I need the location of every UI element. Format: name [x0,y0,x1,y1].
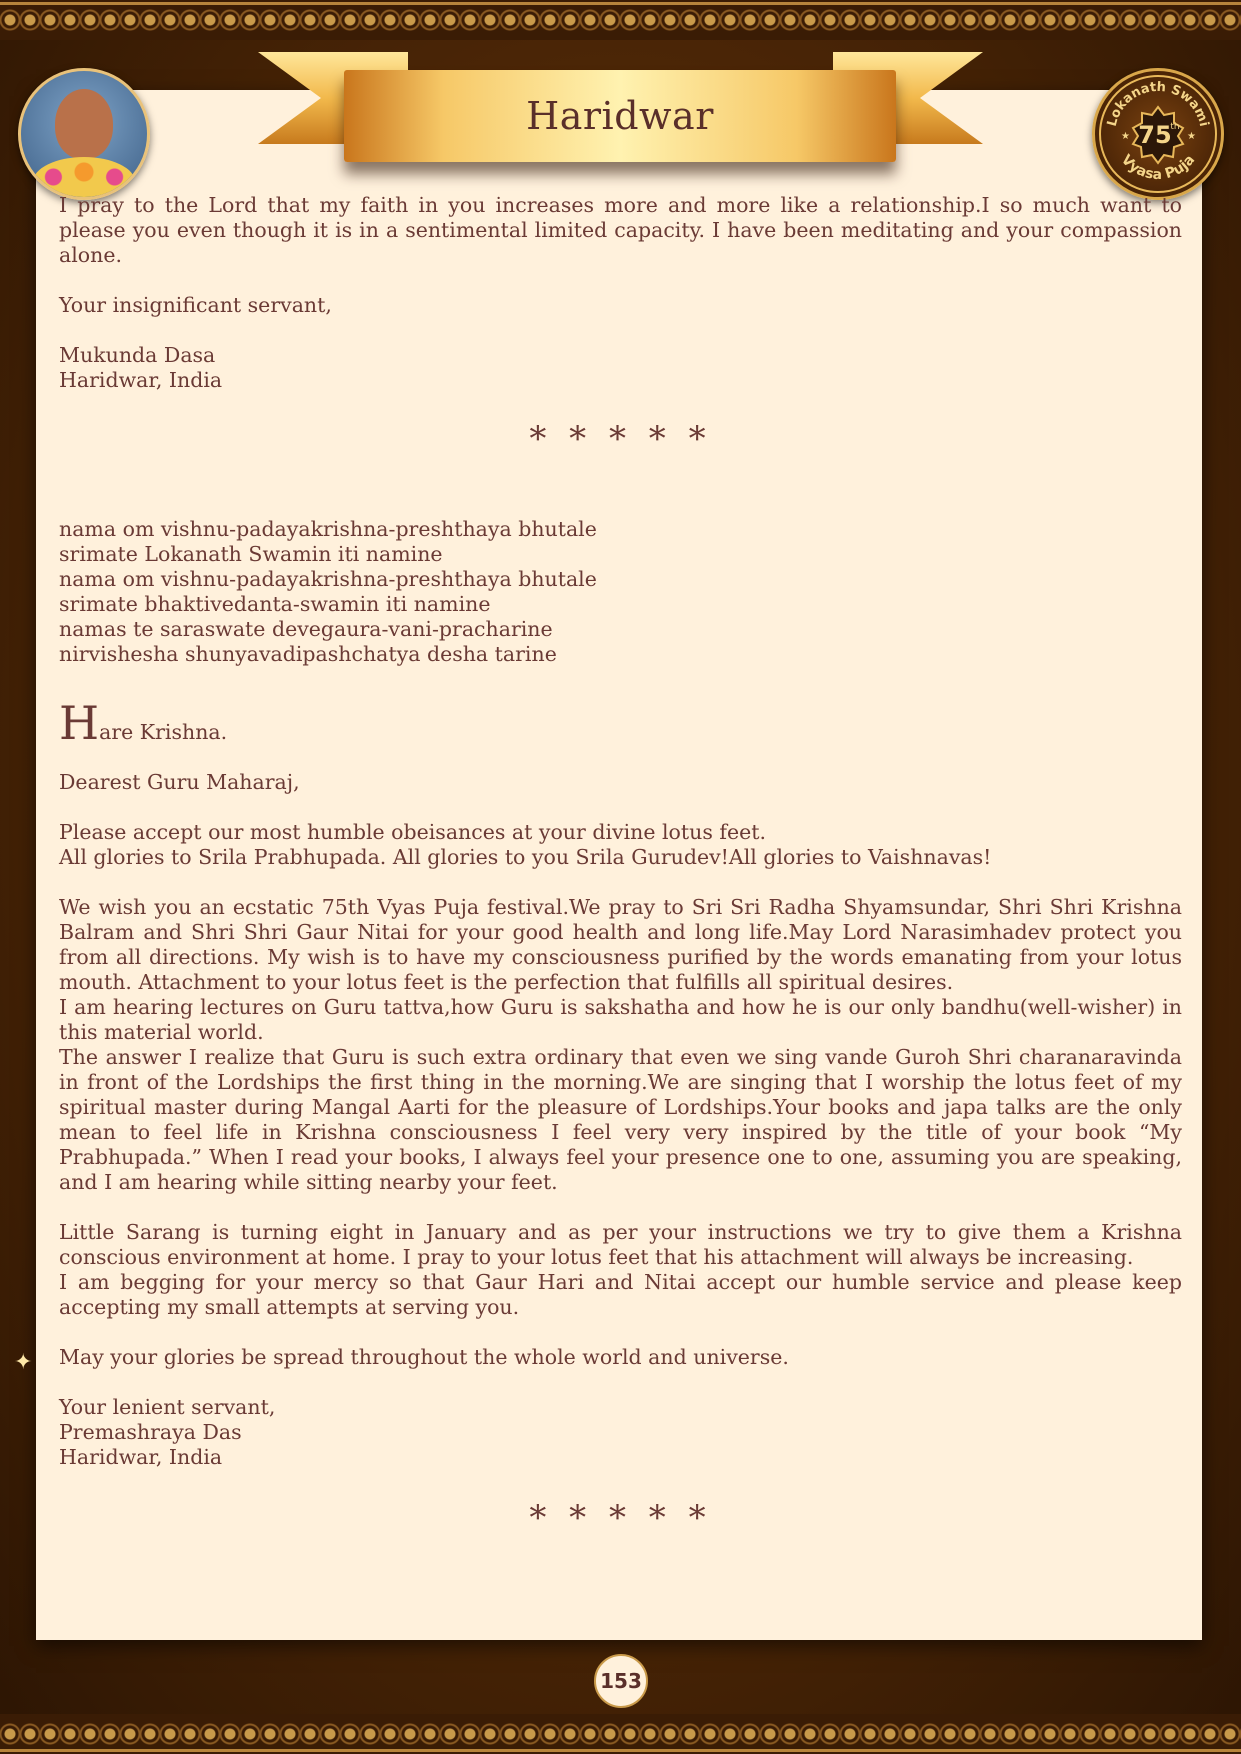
page-content [59,193,1182,1538]
greeting [59,696,1182,750]
offering2-signature-place: Haridwar, India [59,1445,223,1469]
sparkle-icon: ✦ [14,1350,33,1375]
offering2-paragraph: I am begging for your mercy so that Gaur Hari and Nitai accept our humble service and please keep accepting my small attempts at serving you. [59,1270,1182,1319]
offering1-signature-place: Haridwar, India [59,368,223,392]
separator-stars: * * * * * [529,1498,712,1538]
offering2-closing: Your lenient servant, [59,1395,276,1419]
prayer-line: nama om vishnu-padayakrishna-preshthaya bhutale [59,567,597,591]
obeisance-line: All glories to Srila Prabhupada. All glories to you Srila Gurudev!All glories to Vaishnavas! [59,845,992,869]
drop-cap: H [59,696,100,750]
page-number: 153 [594,1654,648,1708]
bottom-decorative-border [0,1714,1241,1754]
offering2-paragraph: May your glories be spread throughout the whole world and universe. [59,1345,789,1369]
seal-number: 75 [1138,121,1172,149]
top-decorative-border [0,0,1241,40]
salutation: Dearest Guru Maharaj, [59,770,300,794]
obeisance-line: Please accept our most humble obeisances at your divine lotus feet. [59,820,766,844]
seal-star-right-icon: ★ [1187,131,1196,142]
offering1-paragraph: I pray to the Lord that my faith in you increases more and more like a relationship.I so much want to please you even though it is in a sentimental limited capacity. I have been meditating and your compassion alone. [59,193,1182,267]
guru-portrait-avatar [18,68,150,200]
page-title: Haridwar [526,94,714,138]
offering2-paragraph: Little Sarang is turning eight in January and as per your instructions we try to give them a Krishna conscious environment at home. I pray to your lotus feet that his attachment will always be increasing. [59,1220,1182,1269]
seal-bottom-text: Vyasa Puja [1117,151,1199,184]
title-ribbon [344,70,896,162]
prayer-line: nama om vishnu-padayakrishna-preshthaya bhutale [59,517,597,541]
vyasa-puja-seal-logo [1092,68,1224,200]
offering2-signature-name: Premashraya Das [59,1420,242,1444]
seal-star-left-icon: ★ [1121,131,1130,142]
prayer-line: nirvishesha shunyavadipashchatya desha tarine [59,642,557,666]
offering2-paragraph: I am hearing lectures on Guru tattva,how Guru is sakshatha and how he is our only bandhu(well-wisher) in this material world. [59,995,1182,1044]
portrait-face [55,89,113,159]
offering2-paragraph: The answer I realize that Guru is such extra ordinary that even we sing vande Guroh Shri charanaravinda in front of the Lordships the first thing in the morning.We are singing that I worship the lotus feet of my spiritual master during Mangal Aarti for the pleasure of Lordships.Your books and japa talks are the only mean to feel life in Krishna consciousness I feel very very inspired by the title of your book “My Prabhupada.” When I read your books, I always feel your presence one to one, assuming you are speaking, and I am hearing while sitting nearby your feet. [59,1045,1182,1194]
seal-top-text: Lokanath Swami [1104,79,1212,129]
prayer-line: srimate bhaktivedanta-swamin iti namine [59,592,491,616]
offering1-closing: Your insignificant servant, [59,293,332,317]
prayer-line: namas te saraswate devegaura-vani-pracharine [59,617,553,641]
seal-superscript: th [1170,122,1180,132]
offering1-signature-name: Mukunda Dasa [59,343,216,367]
greeting-rest: are Krishna. [99,720,228,744]
offering2-paragraph: We wish you an ecstatic 75th Vyas Puja festival.We pray to Sri Sri Radha Shyamsundar, Shri Shri Krishna Balram and Shri Shri Gaur Nitai for your good health and long life.May Lord Narasimhadev protect you from all directions. My wish is to have my consciousness purified by the words emanating from your lotus mouth. Attachment to your lotus feet is the perfection that fulfills all spiritual desires. [59,895,1182,994]
pranam-mantra [59,517,1182,667]
separator-stars: * * * * * [529,419,712,459]
prayer-line: srimate Lokanath Swamin iti namine [59,542,443,566]
